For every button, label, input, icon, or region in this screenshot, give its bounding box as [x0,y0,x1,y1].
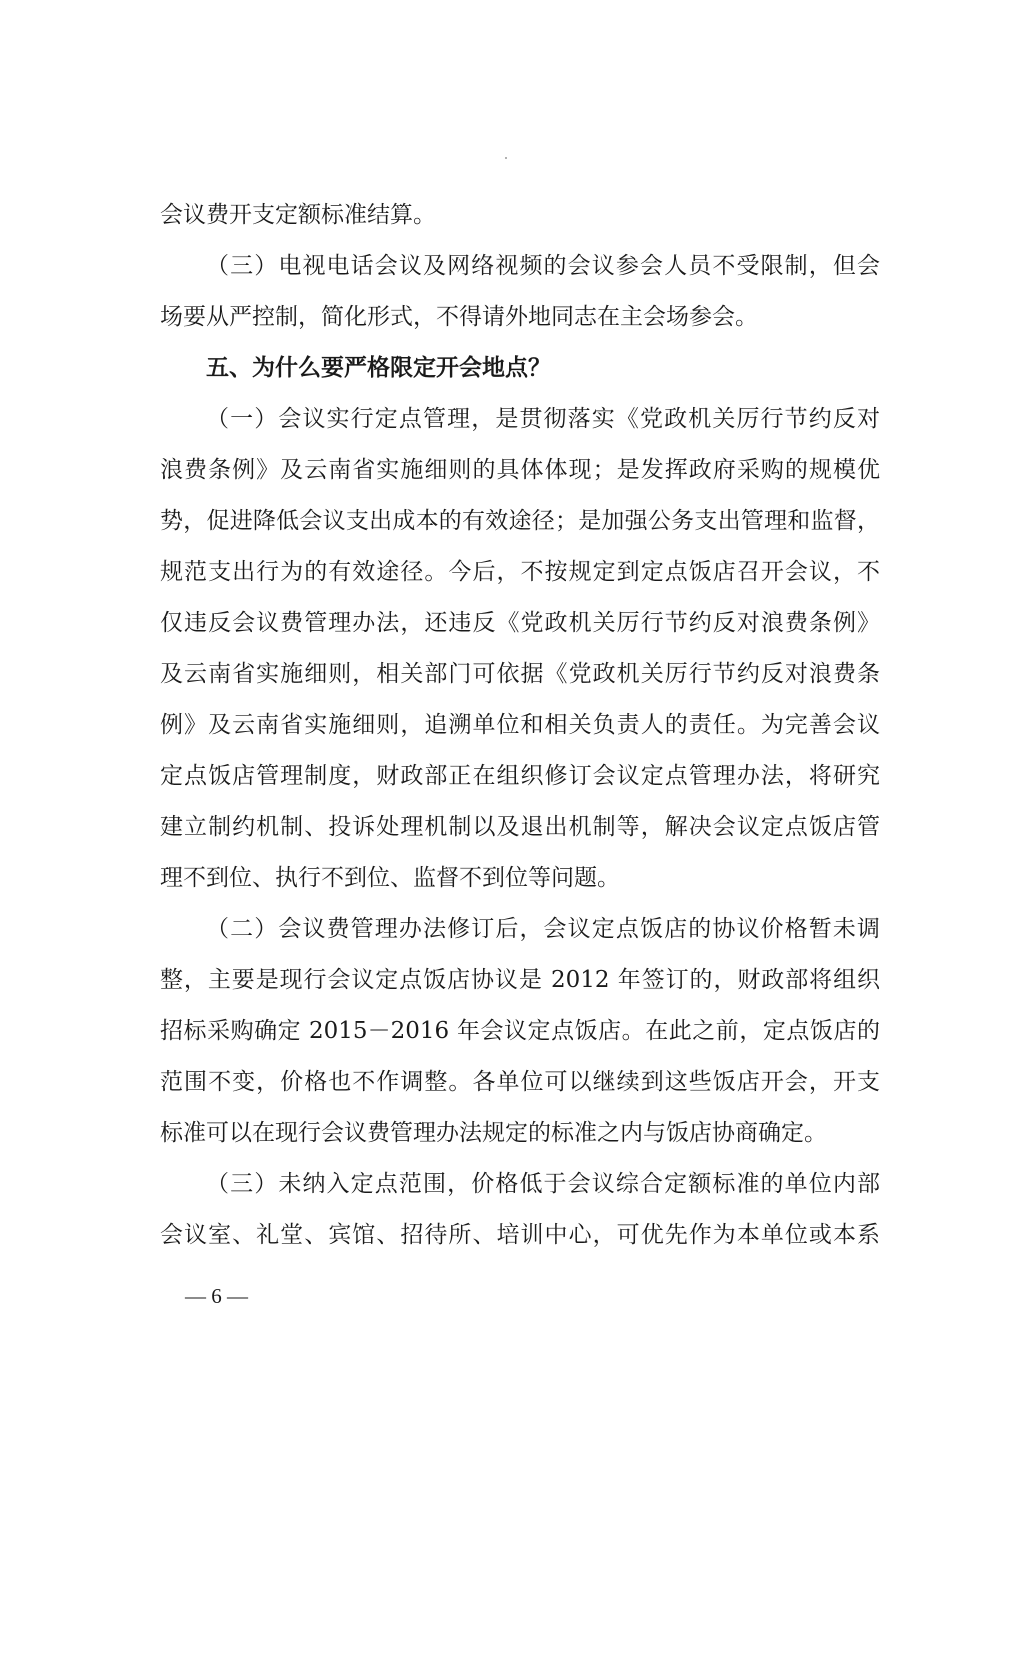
text-line: （三）电视电话会议及网络视频的会议参会人员不受限制，但会 [206,253,880,279]
text-line: 场要从严控制，简化形式，不得请外地同志在主会场参会。 [160,304,758,330]
body-text [160,190,880,1261]
page-number: — 6 — [185,1284,248,1308]
text-line: （一）会议实行定点管理，是贯彻落实《党政机关厉行节约反对 [206,406,880,432]
text-line: 定点饭店管理制度，财政部正在组织修订会议定点管理办法，将研究 [160,763,880,789]
text-line: 规范支出行为的有效途径。今后，不按规定到定点饭店召开会议，不 [160,559,880,585]
text-line: 例》及云南省实施细则，追溯单位和相关负责人的责任。为完善会议 [160,712,880,738]
text-line: 整，主要是现行会议定点饭店协议是 2012 年签订的，财政部将组织 [160,967,880,993]
text-line: 招标采购确定 2015－2016 年会议定点饭店。在此之前，定点饭店的 [160,1018,880,1044]
text-line: （三）未纳入定点范围，价格低于会议综合定额标准的单位内部 [206,1171,880,1197]
text-line: 势，促进降低会议支出成本的有效途径；是加强公务支出管理和监督， [160,508,880,534]
text-line: 会议室、礼堂、宾馆、招待所、培训中心，可优先作为本单位或本系 [160,1222,880,1248]
text-line: 建立制约机制、投诉处理机制以及退出机制等，解决会议定点饭店管 [160,814,880,840]
text-line: 仅违反会议费管理办法，还违反《党政机关厉行节约反对浪费条例》 [160,610,880,636]
text-line: 及云南省实施细则，相关部门可依据《党政机关厉行节约反对浪费条 [160,661,880,687]
text-line: 浪费条例》及云南省实施细则的具体体现；是发挥政府采购的规模优 [160,457,880,483]
text-line: 标准可以在现行会议费管理办法规定的标准之内与饭店协商确定。 [160,1120,827,1146]
text-line: 会议费开支定额标准结算。 [160,202,436,228]
scan-speck [505,157,507,159]
text-line: （二）会议费管理办法修订后，会议定点饭店的协议价格暂未调 [206,916,880,942]
section-heading: 五、为什么要严格限定开会地点？ [206,355,551,381]
text-line: 范围不变，价格也不作调整。各单位可以继续到这些饭店开会，开支 [160,1069,880,1095]
text-line: 理不到位、执行不到位、监督不到位等问题。 [160,865,620,891]
